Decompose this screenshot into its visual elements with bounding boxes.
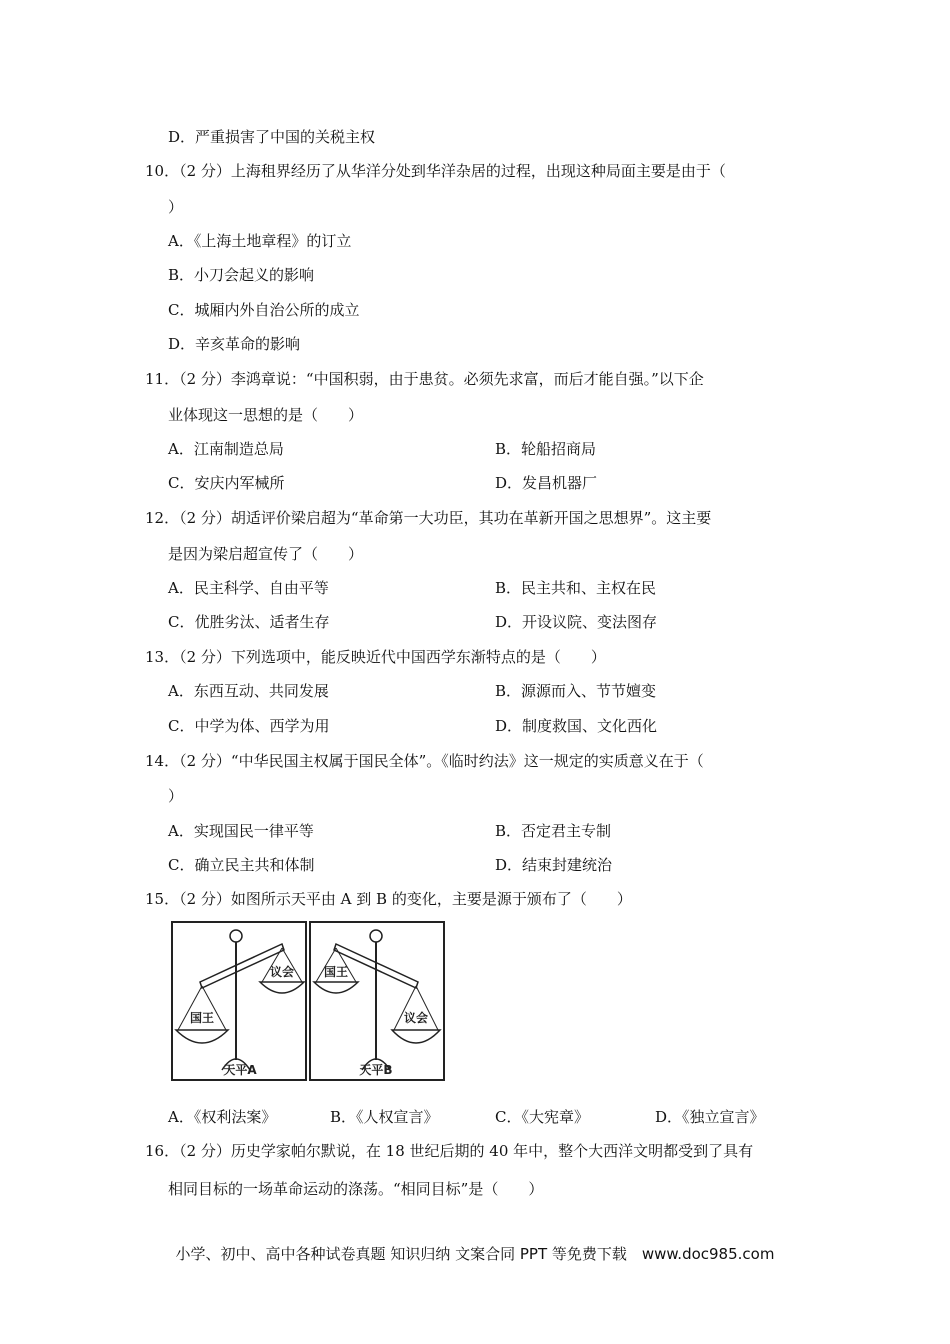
q9-option-d: D．严重损害了中国的关税主权 (168, 128, 376, 146)
balance-scale-illustration (170, 920, 446, 1084)
q11-option-b: B．轮船招商局 (495, 440, 597, 458)
q15-stem: 15．（2 分）如图所示天平由 A 到 B 的变化，主要是源于颁布了（ ） (145, 890, 632, 908)
q15-option-d: D．《独立宣言》 (655, 1108, 765, 1126)
q12-stem: 12．（2 分）胡适评价梁启超为“革命第一大功臣，其功在革新开国之思想界”。这主要 (145, 509, 712, 527)
q16-stem-cont: 相同目标的一场革命运动的涤荡。“相同目标”是（ ） (168, 1180, 544, 1198)
scale-a-label: 天平A (223, 1063, 257, 1077)
q12-option-b: B．民主共和、主权在民 (495, 579, 657, 597)
scale-b-label: 天平B (359, 1063, 393, 1077)
q13-option-b: B．源源而入、节节嬗变 (495, 682, 657, 700)
q13-option-c: C．中学为体、西学为用 (168, 717, 330, 735)
scale-a (172, 922, 306, 1080)
balance-scale-figure (170, 920, 446, 1084)
q10-option-d: D．辛亥革命的影响 (168, 335, 301, 353)
q10-option-c: C．城厢内外自治公所的成立 (168, 301, 360, 319)
q11-option-a: A．江南制造总局 (168, 440, 284, 458)
q14-option-d: D．结束封建统治 (495, 856, 613, 874)
page-footer: 小学、初中、高中各种试卷真题 知识归纳 文案合同 PPT 等免费下载 www.doc985.com (175, 1245, 775, 1263)
scale-a-parliament-label: 议会 (269, 965, 295, 979)
q15-option-a: A．《权利法案》 (168, 1108, 277, 1126)
q15-option-b: B．《人权宣言》 (330, 1108, 439, 1126)
q14-stem: 14．（2 分）“中华民国主权属于国民全体”。《临时约法》这一规定的实质意义在于（ (145, 752, 704, 770)
q11-stem-cont: 业体现这一思想的是（ ） (168, 406, 364, 424)
q12-stem-cont: 是因为梁启超宣传了（ ） (168, 545, 364, 563)
scale-b (310, 922, 444, 1080)
q16-stem: 16．（2 分）历史学家帕尔默说，在 18 世纪后期的 40 年中，整个大西洋文明都受到了具有 (145, 1142, 754, 1160)
q14-stem-cont: ） (168, 787, 184, 805)
q12-option-a: A．民主科学、自由平等 (168, 579, 329, 597)
q13-stem: 13．（2 分）下列选项中，能反映近代中国西学东渐特点的是（ ） (145, 648, 606, 666)
q11-option-c: C．安庆内军械所 (168, 474, 285, 492)
q14-option-a: A．实现国民一律平等 (168, 822, 314, 840)
q15-option-c: C．《大宪章》 (495, 1108, 589, 1126)
q10-stem-cont: ） (168, 198, 184, 216)
q10-stem: 10．（2 分）上海租界经历了从华洋分处到华洋杂居的过程，出现这种局面主要是由于（ (145, 162, 726, 180)
q13-option-a: A．东西互动、共同发展 (168, 682, 329, 700)
q14-option-b: B．否定君主专制 (495, 822, 612, 840)
q12-option-c: C．优胜劣汰、适者生存 (168, 613, 330, 631)
q10-option-a: A．《上海土地章程》的订立 (168, 232, 352, 250)
q13-option-d: D．制度救国、文化西化 (495, 717, 658, 735)
q12-option-d: D．开设议院、变法图存 (495, 613, 658, 631)
q11-option-d: D．发昌机器厂 (495, 474, 598, 492)
scale-a-king-label: 国王 (189, 1011, 215, 1025)
scale-b-king-label: 国王 (323, 965, 349, 979)
q11-stem: 11．（2 分）李鸿章说：“中国积弱，由于患贫。必须先求富，而后才能自强。”以下企 (145, 370, 704, 388)
q10-option-b: B．小刀会起义的影响 (168, 266, 315, 284)
q14-option-c: C．确立民主共和体制 (168, 856, 315, 874)
scale-b-parliament-label: 议会 (403, 1011, 429, 1025)
